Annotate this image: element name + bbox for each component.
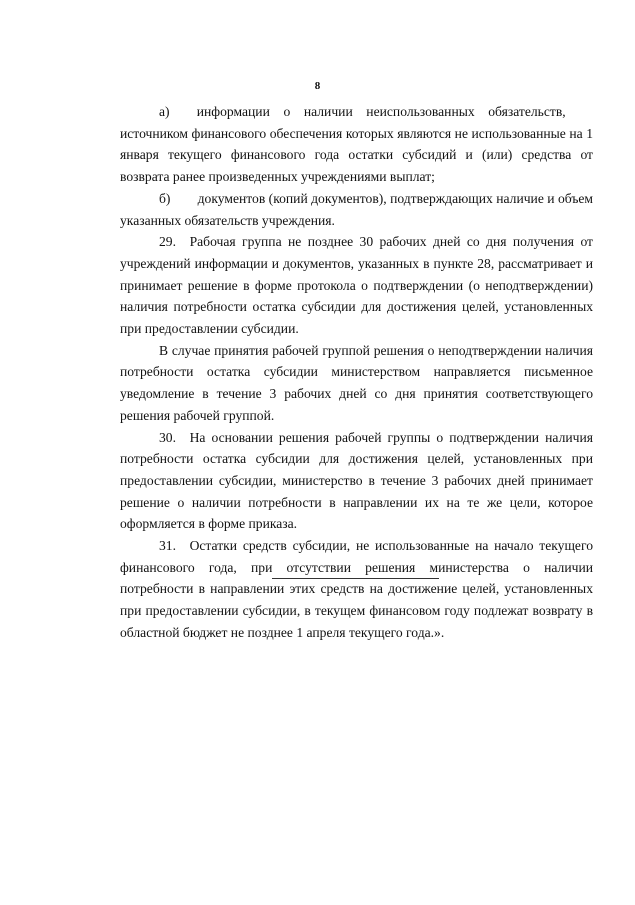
paragraph-item-b: б) документов (копий документов), подтверждающих наличие и объем указанных обязательств учреждения. xyxy=(120,190,593,228)
paragraph-clause-29-continued: В случае принятия рабочей группой решения о неподтверждении наличия потребности остатка субсидии министерством направляется письменное уведомление в течение 3 рабочих дней со дня принятия соответствующего решения рабочей группой. xyxy=(120,342,593,423)
paragraph-clause-31: 31. Остатки средств субсидии, не использованные на начало текущего финансового года, при отсутствии решения министерства о наличии потребности в направлении этих средств на достижение целей, установленных при предоставлении субсидии, в текущем финансовом году подлежат возврату в областной бюджет не позднее 1 апреля текущего года.». xyxy=(120,538,593,640)
document-body xyxy=(120,101,593,644)
page-number: 8 xyxy=(314,80,321,92)
paragraph-clause-30: 30. На основании решения рабочей группы о подтверждении наличия потребности остатка субсидии для достижения целей, установленных при предоставлении субсидии, министерство в течение 3 рабочих дней принимает решение о наличии потребности в направлении их на те же цели, которое оформляется в форме приказа. xyxy=(120,429,593,532)
paragraph-item-a: а) информации о наличии неиспользованных обязательств, источником финансового обеспечения которых являются не использованные на 1 января текущего финансового года остатки субсидий и (или) средства от возврата ранее произведенных учреждениями выплат; xyxy=(120,104,593,185)
end-separator-line xyxy=(272,578,439,579)
paragraph-clause-29: 29. Рабочая группа не позднее 30 рабочих дней со дня получения от учреждений информации и документов, указанных в пункте 28, рассматривает и принимает решение в форме протокола о подтверждении (о неподтверждении) наличия потребности остатка субсидии для достижения целей, установленных при предоставлении субсидии. xyxy=(120,234,593,337)
